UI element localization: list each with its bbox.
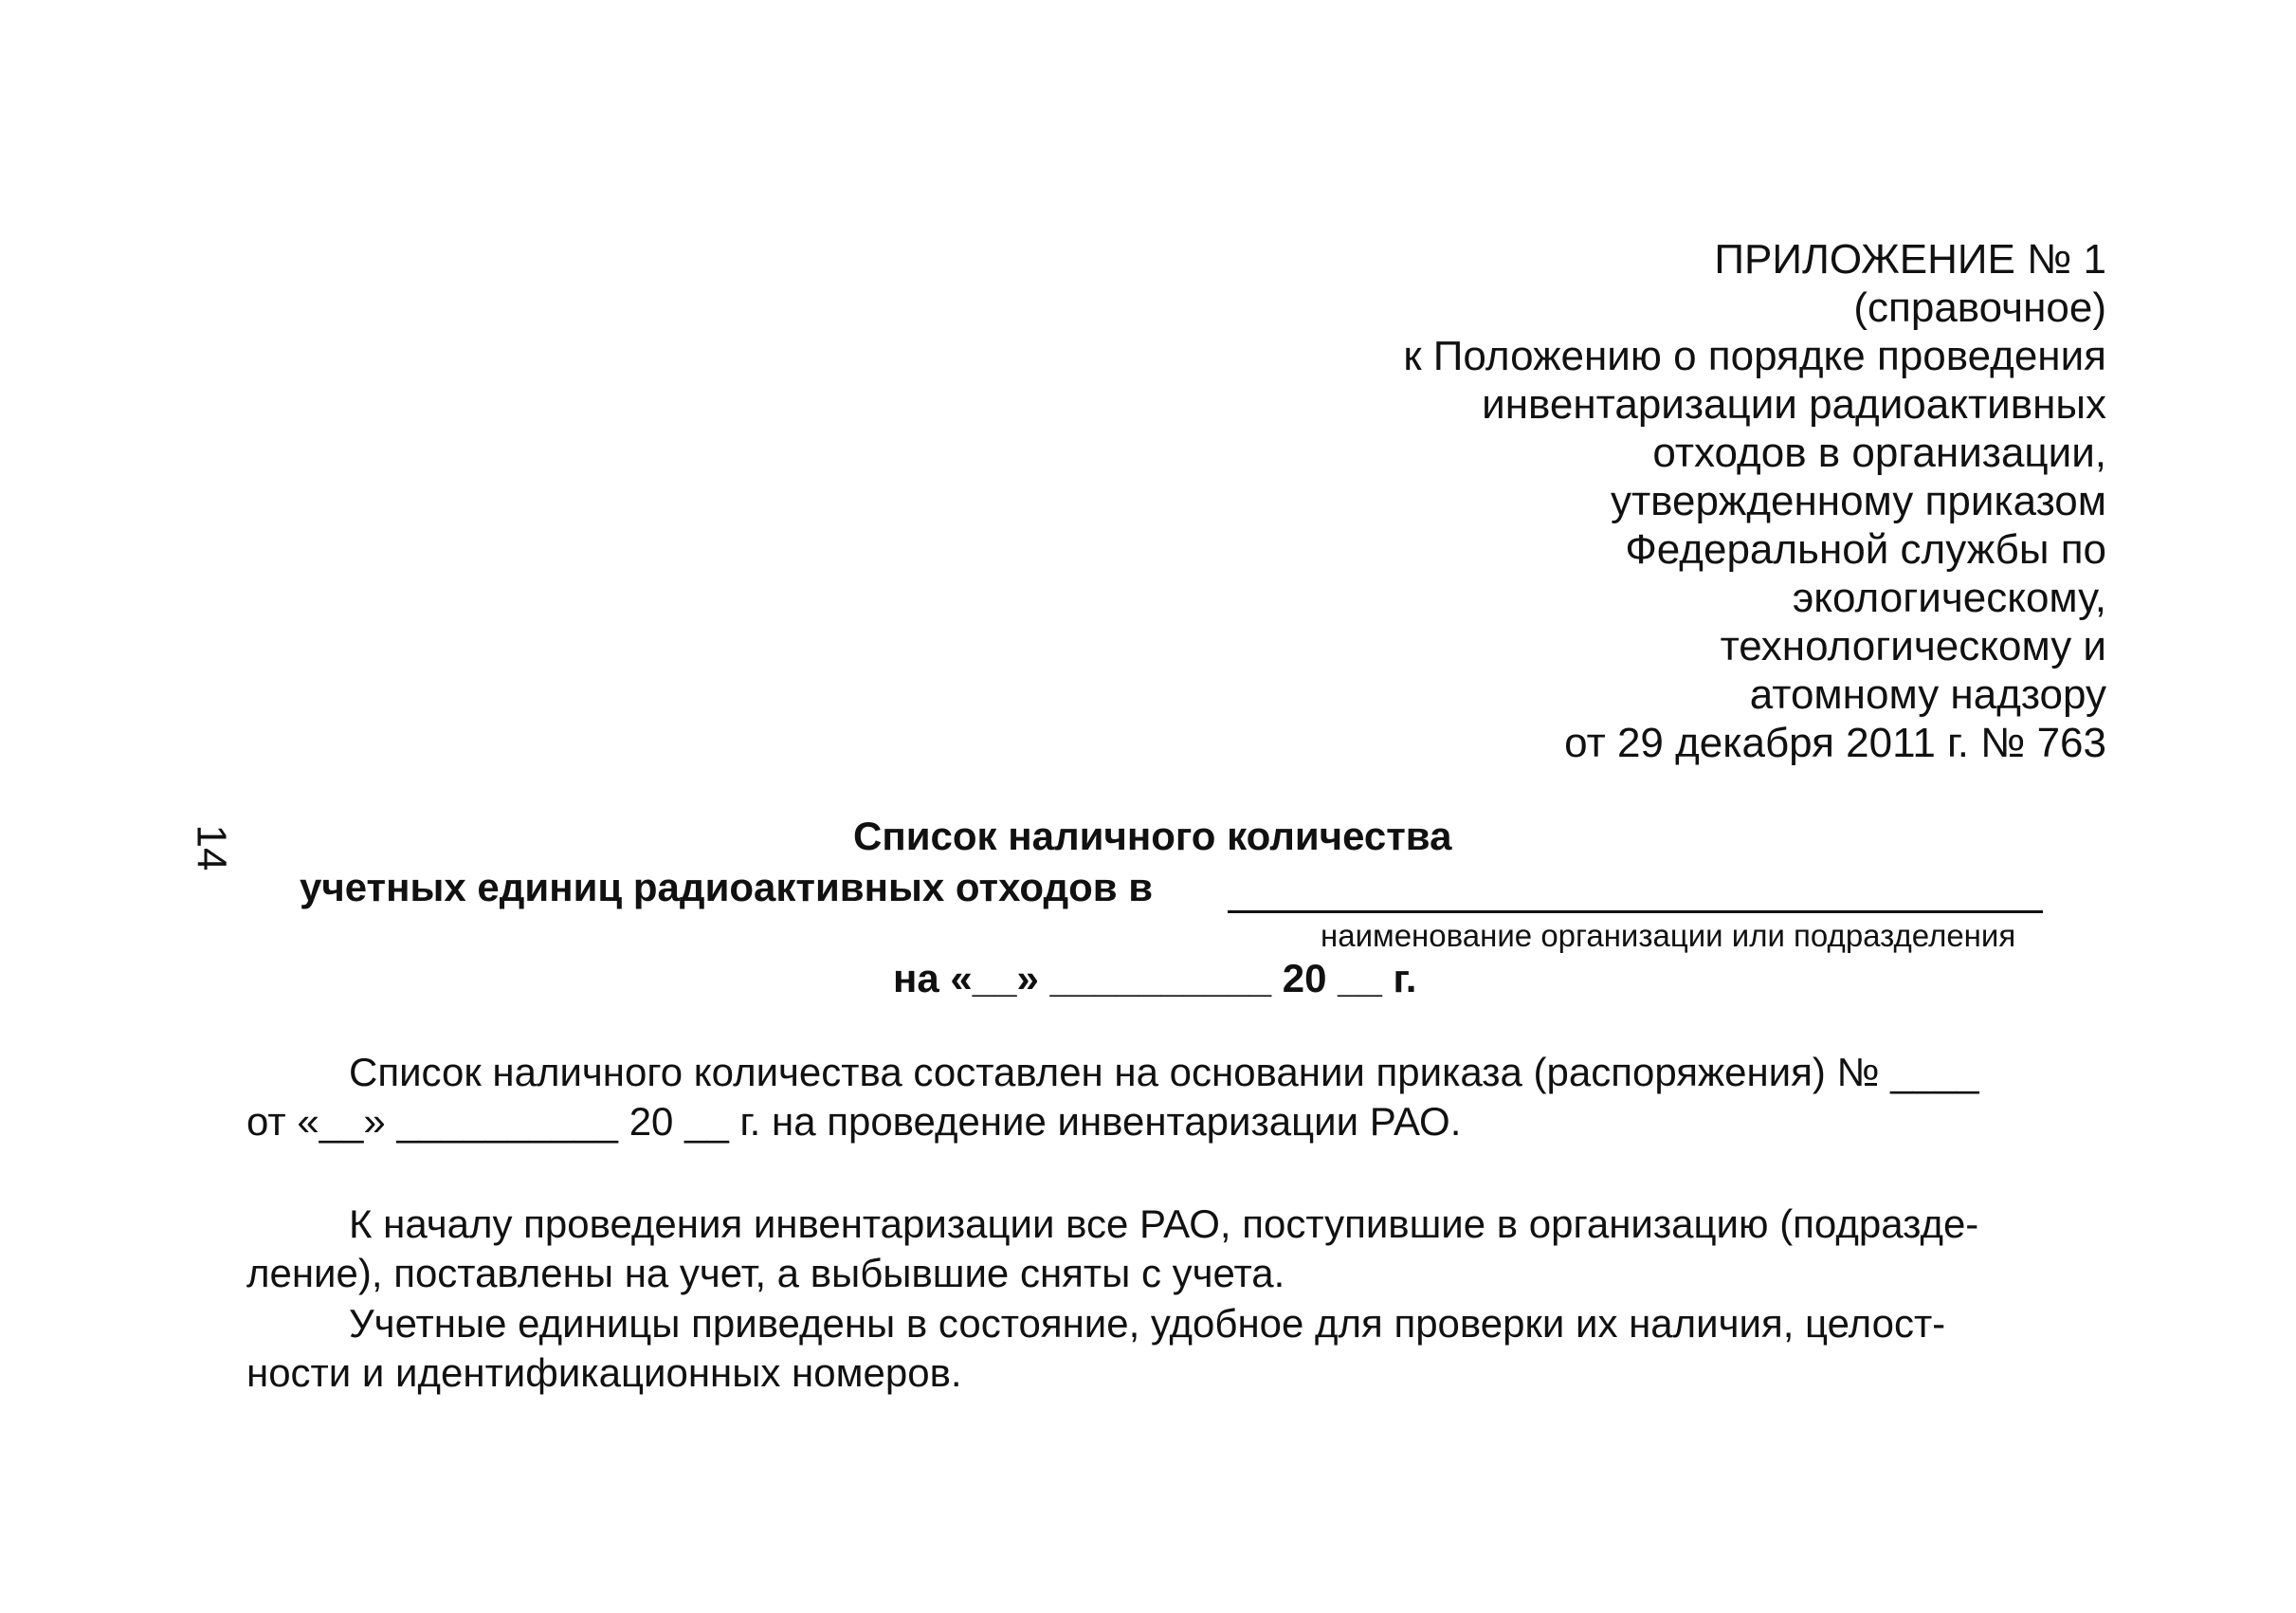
organization-name-field bbox=[1228, 910, 2043, 913]
paragraph-line: К началу проведения инвентаризации все РАО, поступившие в организацию (подразде- bbox=[349, 1201, 1979, 1246]
document-title-line-2: учетных единиц радиоактивных отходов в bbox=[300, 865, 1154, 909]
appendix-line: ПРИЛОЖЕНИЕ № 1 bbox=[1714, 236, 2106, 283]
paragraph-line: от «__» __________ 20 __ г. на проведение инвентаризации РАО. bbox=[246, 1099, 1462, 1144]
paragraph-order-basis bbox=[246, 1048, 2105, 1146]
appendix-line: отходов в организации, bbox=[1652, 430, 2106, 476]
document-title-line-1: Список наличного количества bbox=[853, 814, 1452, 858]
appendix-line: экологическому, bbox=[1792, 575, 2106, 621]
paragraph-line: ление), поставлены на учет, а выбывшие сняты с учета. bbox=[246, 1251, 1285, 1295]
appendix-line: (справочное) bbox=[1853, 284, 2106, 331]
document-title-date-line: на «__» __________ 20 __ г. bbox=[893, 956, 1417, 1000]
appendix-line: от 29 декабря 2011 г. № 763 bbox=[1564, 720, 2106, 766]
paragraph-accounting-units bbox=[246, 1299, 2105, 1398]
appendix-line: технологическому и bbox=[1720, 623, 2106, 669]
appendix-line: атомному надзору bbox=[1749, 671, 2106, 718]
page-number: 14 bbox=[188, 824, 235, 871]
appendix-header bbox=[1158, 235, 2106, 767]
paragraph-line: ности и идентификационных номеров. bbox=[246, 1350, 962, 1395]
appendix-line: инвентаризации радиоактивных bbox=[1482, 381, 2106, 428]
paragraph-registration-status bbox=[246, 1200, 2105, 1298]
paragraph-line: Учетные единицы приведены в состояние, удобное для проверки их наличия, целост- bbox=[349, 1301, 1946, 1346]
appendix-line: Федеральной службы по bbox=[1625, 526, 2106, 573]
appendix-line: к Положению о порядке проведения bbox=[1403, 333, 2106, 379]
organization-field-caption: наименование организации или подразделения bbox=[1321, 918, 2016, 953]
paragraph-line: Список наличного количества составлен на основании приказа (распоряжения) № ____ bbox=[349, 1050, 1979, 1094]
appendix-line: утвержденному приказом bbox=[1610, 478, 2106, 524]
